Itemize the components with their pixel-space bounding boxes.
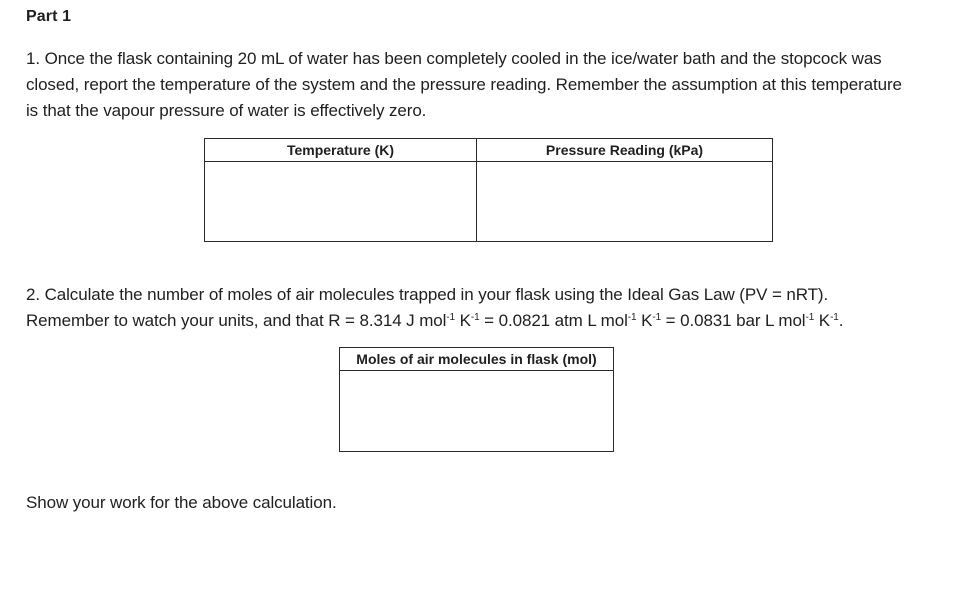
exponent: -1 <box>627 312 637 323</box>
exponent: -1 <box>830 312 839 323</box>
r-constant-text-b: K <box>454 311 471 330</box>
show-work-prompt: Show your work for the above calculation. <box>26 493 337 512</box>
r-constant-text-f: K <box>814 311 831 330</box>
question-2-line-2 <box>26 308 936 334</box>
exponent: -1 <box>446 312 455 323</box>
temperature-pressure-table <box>204 138 773 242</box>
table-row <box>205 162 773 242</box>
exponent: -1 <box>470 312 480 323</box>
table-header-row <box>340 348 614 371</box>
table-row <box>340 371 614 452</box>
pressure-header: Pressure Reading (kPa) <box>477 139 773 162</box>
r-constant-text-c: = 0.0821 atm L mol <box>479 311 628 330</box>
moles-table <box>339 347 614 452</box>
r-constant-text-d: K <box>636 311 653 330</box>
temperature-answer-cell[interactable] <box>205 162 477 242</box>
temperature-header: Temperature (K) <box>205 139 477 162</box>
table-header-row <box>205 139 773 162</box>
pressure-answer-cell[interactable] <box>477 162 773 242</box>
part-heading: Part 1 <box>26 8 72 25</box>
r-constant-text-e: = 0.0831 bar L mol <box>661 311 806 330</box>
r-constant-text-g: . <box>838 311 844 330</box>
r-constant-text-a: Remember to watch your units, and that R = 8.314 J mol <box>26 311 447 330</box>
question-2-line-1: 2. Calculate the number of moles of air molecules trapped in your flask using the Ideal Gas Law (PV = nRT). <box>26 285 829 304</box>
question-2-text <box>26 282 936 334</box>
moles-header: Moles of air molecules in flask (mol) <box>340 348 614 371</box>
moles-answer-cell[interactable] <box>340 371 614 452</box>
exponent: -1 <box>805 312 815 323</box>
question-1-text: 1. Once the flask containing 20 mL of water has been completely cooled in the ice/water bath and the stopcock was closed, report the temperature of the system and the pressure reading. Remember the assumption at this temperature is that the vapour pressure of water is effectively zero. <box>26 49 902 120</box>
exponent: -1 <box>652 312 662 323</box>
